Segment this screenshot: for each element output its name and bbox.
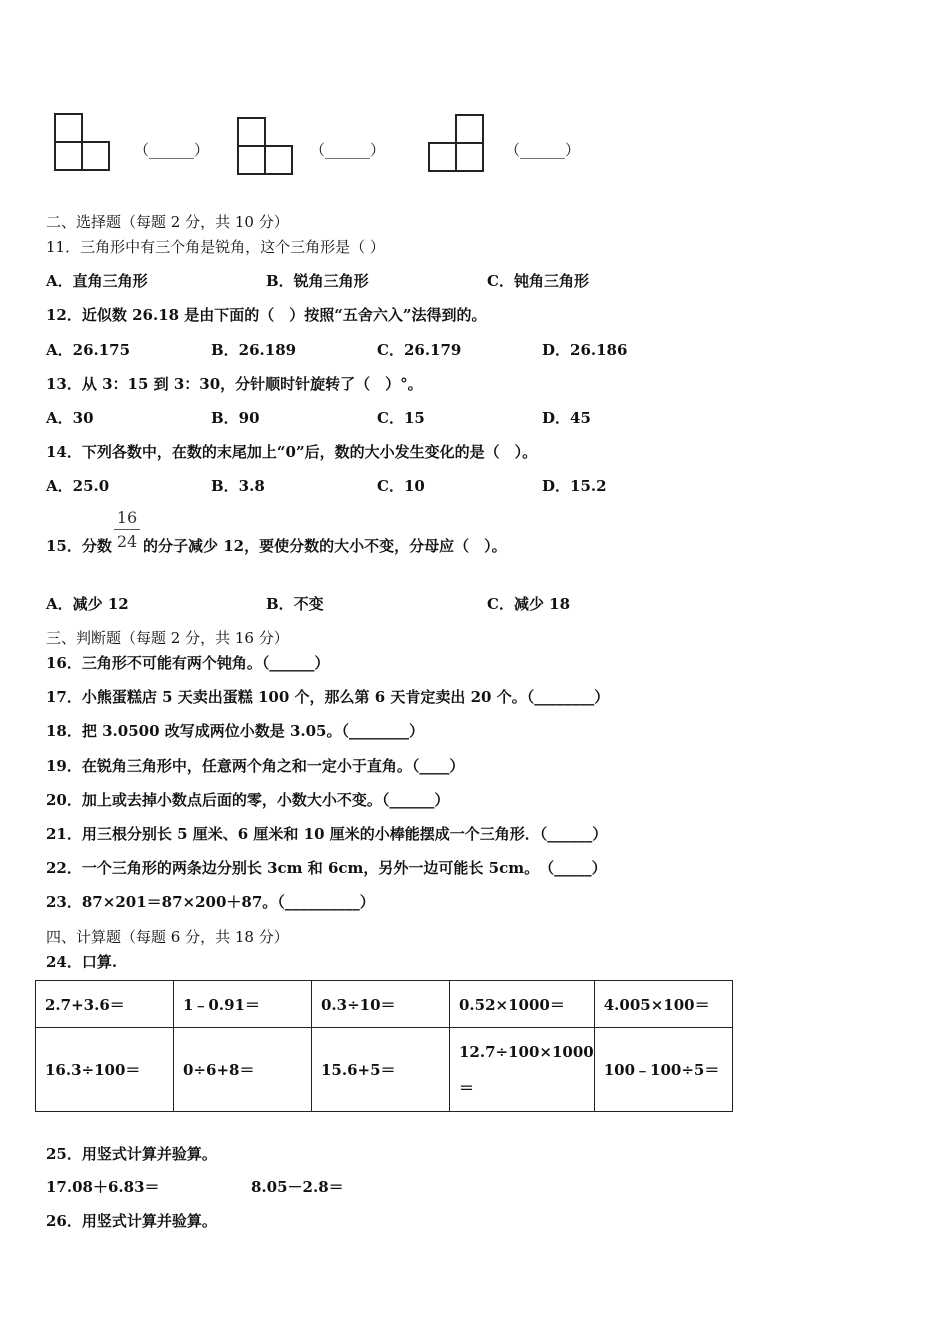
table-cell-line: ＝ xyxy=(459,1078,475,1097)
table-cell: 16.3÷100＝ xyxy=(36,1028,174,1112)
figure-3-blank[interactable]: （______） xyxy=(505,141,581,159)
q12-option-a[interactable]: A．26.175 xyxy=(46,341,131,359)
section4-title: 四、计算题（每题 6 分，共 18 分） xyxy=(46,928,289,946)
q15-suffix: 的分子减少 12，要使分数的大小不变，分母应（ ）。 xyxy=(143,537,507,555)
q23-text[interactable]: 23．87×201＝87×200＋87。（__________） xyxy=(46,893,375,911)
table-cell: 0.52×1000＝ xyxy=(450,981,595,1028)
q11-option-b[interactable]: B．锐角三角形 xyxy=(266,272,369,290)
q13-option-a[interactable]: A．30 xyxy=(46,409,94,427)
q15-prefix: 15．分数 xyxy=(46,537,112,555)
q19-text[interactable]: 19．在锐角三角形中，任意两个角之和一定小于直角。（____） xyxy=(46,757,465,775)
section2-title: 二、选择题（每题 2 分，共 10 分） xyxy=(46,213,289,231)
table-cell: 4.005×100＝ xyxy=(594,981,732,1028)
q15-option-c[interactable]: C．减少 18 xyxy=(487,595,571,613)
table-cell: 1﹣0.91＝ xyxy=(174,981,312,1028)
q20-text[interactable]: 20．加上或去掉小数点后面的零，小数大小不变。（______） xyxy=(46,791,450,809)
q25-expr-1: 17.08＋6.83＝ xyxy=(46,1178,160,1196)
q18-text[interactable]: 18．把 3.0500 改写成两位小数是 3.05。（________） xyxy=(46,722,424,740)
q14-option-a[interactable]: A．25.0 xyxy=(46,477,110,495)
figure-3-squares xyxy=(426,112,488,174)
mental-math-table xyxy=(35,980,733,1112)
q14-text: 14．下列各数中，在数的末尾加上“0”后，数的大小发生变化的是（ ）。 xyxy=(46,443,538,461)
q16-text[interactable]: 16．三角形不可能有两个钝角。（______） xyxy=(46,654,330,672)
q14-option-b[interactable]: B．3.8 xyxy=(211,477,265,495)
q15-denominator: 24 xyxy=(116,532,138,551)
q15-numerator: 16 xyxy=(116,508,138,527)
q12-option-b[interactable]: B．26.189 xyxy=(211,341,297,359)
q12-option-d[interactable]: D．26.186 xyxy=(542,341,628,359)
q12-text: 12．近似数 26.18 是由下面的（ ）按照“五舍六入”法得到的。 xyxy=(46,306,487,324)
q21-text[interactable]: 21．用三根分别长 5 厘米、6 厘米和 10 厘米的小棒能摆成一个三角形．（______） xyxy=(46,825,608,843)
q14-option-d[interactable]: D．15.2 xyxy=(542,477,607,495)
table-cell: 15.6+5＝ xyxy=(312,1028,450,1112)
figure-2-blank[interactable]: （______） xyxy=(310,141,386,159)
table-cell xyxy=(450,1028,595,1112)
q12-option-c[interactable]: C．26.179 xyxy=(377,341,462,359)
figure-2-squares xyxy=(235,115,297,177)
q13-option-b[interactable]: B．90 xyxy=(211,409,260,427)
q15-option-a[interactable]: A．减少 12 xyxy=(46,595,129,613)
q11-text: 11．三角形中有三个角是锐角，这个三角形是（ ） xyxy=(46,238,385,256)
table-row xyxy=(36,1028,733,1112)
q13-text: 13．从 3：15 到 3：30，分针顺时针旋转了（ ）°。 xyxy=(46,375,423,393)
q11-option-c[interactable]: C．钝角三角形 xyxy=(487,272,589,290)
q15-option-b[interactable]: B．不变 xyxy=(266,595,324,613)
q13-option-c[interactable]: C．15 xyxy=(377,409,425,427)
table-cell: 100﹣100÷5＝ xyxy=(594,1028,732,1112)
q25-expr-2: 8.05－2.8＝ xyxy=(251,1178,344,1196)
q11-option-a[interactable]: A．直角三角形 xyxy=(46,272,148,290)
table-row xyxy=(36,981,733,1028)
q14-option-c[interactable]: C．10 xyxy=(377,477,425,495)
table-cell: 0.3÷10＝ xyxy=(312,981,450,1028)
q13-option-d[interactable]: D．45 xyxy=(542,409,591,427)
q15-fraction xyxy=(114,508,140,551)
table-cell-line: 12.7÷100×1000 xyxy=(459,1042,594,1061)
figure-1-squares xyxy=(52,111,114,173)
q24-text: 24．口算. xyxy=(46,953,118,971)
q22-text[interactable]: 22．一个三角形的两条边分别长 3cm 和 6cm，另外一边可能长 5cm。 （_____） xyxy=(46,859,607,877)
q26-text: 26．用竖式计算并验算。 xyxy=(46,1212,217,1230)
q17-text[interactable]: 17．小熊蛋糕店 5 天卖出蛋糕 100 个，那么第 6 天肯定卖出 20 个。（________） xyxy=(46,688,610,706)
table-cell: 2.7+3.6＝ xyxy=(36,981,174,1028)
table-cell: 0÷6+8＝ xyxy=(174,1028,312,1112)
q25-text: 25．用竖式计算并验算。 xyxy=(46,1145,217,1163)
section3-title: 三、判断题（每题 2 分，共 16 分） xyxy=(46,629,289,647)
figure-1-blank[interactable]: （______） xyxy=(134,141,210,159)
